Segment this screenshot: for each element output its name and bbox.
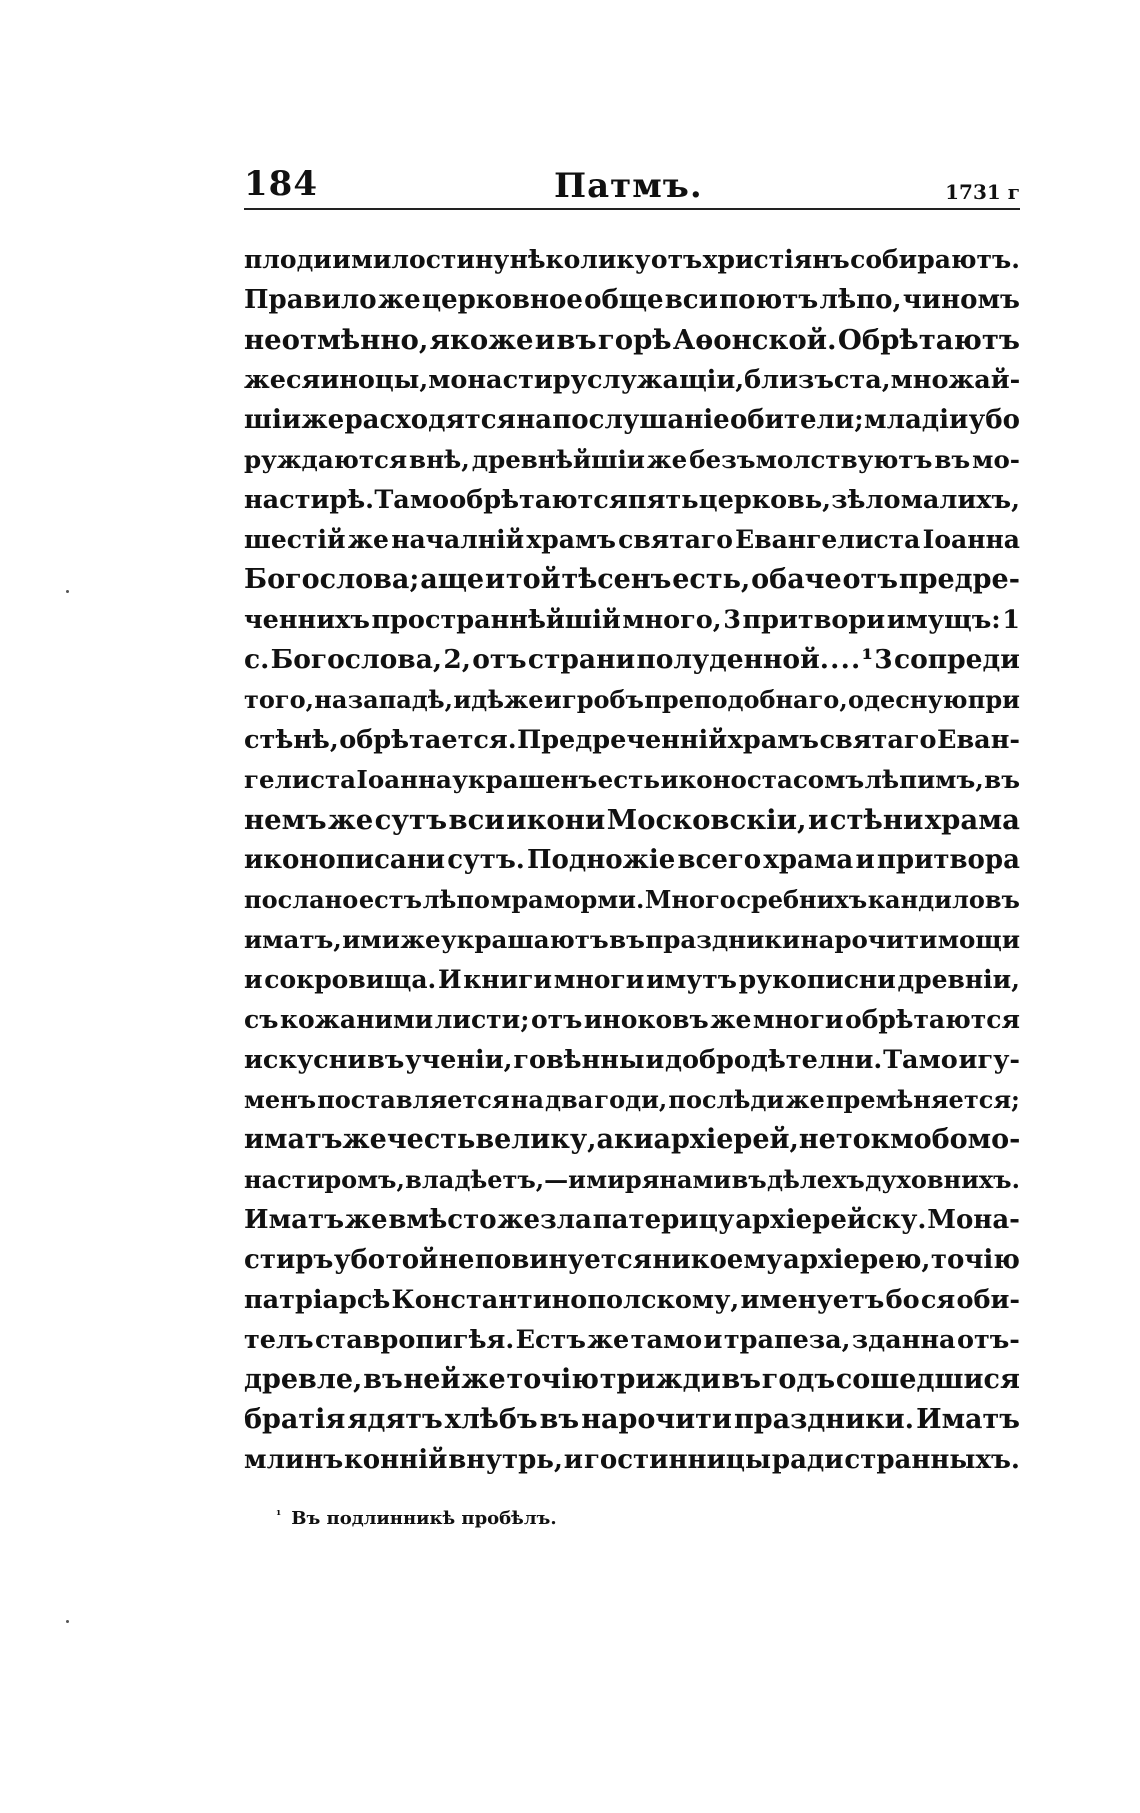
text-line: братія ядятъ хлѣбъ въ нарочити праздники. Иматъ (244, 1404, 1020, 1435)
text-line: Правило же церковное обще вси поютъ лѣпо, чиномъ (244, 285, 1020, 315)
text-line: гелиста Іоанна украшенъ есть иконостасомъ лѣпимъ, въ (244, 765, 1020, 794)
header-rule (244, 208, 1020, 210)
page-header (244, 164, 1020, 210)
text-line: патріарсѣ Константинополскому, именуетъ бо ся оби- (244, 1285, 1020, 1315)
page-number: 184 (244, 164, 318, 204)
text-line: настиромъ, владѣетъ,—и мирянами въ дѣлехъ духовнихъ. (244, 1165, 1020, 1194)
text-line: плоди и милостину нѣколику отъ христіянъ собираютъ. (244, 245, 1020, 274)
footnote (276, 1508, 776, 1529)
text-line: стиръ убо той не повинуется никоему архіерею, точію (244, 1245, 1020, 1275)
text-line: иконописани сутъ. Подножіе всего храма и притвора (244, 845, 1020, 875)
year-mark: 1731 г (945, 180, 1020, 204)
text-line: с. Богослова, 2, отъ страни полуденной. . . . ¹ 3 сопреди (244, 644, 1020, 675)
text-line: иматъ же честь велику, аки архіерей, не токмо бо мо- (244, 1124, 1021, 1155)
scan-speck (66, 590, 69, 593)
text-line: настирѣ. Тамо обрѣтаются пять церковь, зѣло малихъ, (244, 485, 1020, 515)
text-line: иматъ, ими же украшаютъ въ праздники нарочити мощи (244, 925, 1020, 954)
text-line: стѣнѣ, обрѣтается. Предреченній храмъ святаго Еван- (244, 725, 1020, 755)
text-line: Богослова; аще и той тѣсенъ есть, обаче отъ предре- (244, 564, 1020, 595)
text-line: телъ ставропигѣя. Естъ же тамо и трапеза, зданна отъ- (244, 1325, 1020, 1355)
text-line: и сокровища. И книги многи имутъ рукописни древніи, (244, 965, 1020, 994)
text-line: искусни въ ученіи, говѣнны и добродѣтелни. Тамо игу- (244, 1045, 1020, 1075)
running-title: Патмъ. (554, 166, 703, 206)
footnote-marker: ¹ (276, 1508, 282, 1522)
text-line: немъ же сутъ вси икони Московскіи, и стѣни храма (244, 804, 1020, 836)
footnote-text: Въ подлинникѣ пробѣлъ. (291, 1508, 557, 1529)
text-line: менъ поставляется на два годи, послѣди же премѣняется; (244, 1085, 1020, 1114)
text-line: млинъ конній внутрь, и гостинницы ради странныхъ. (244, 1445, 1020, 1475)
text-line: ченнихъ пространнѣйшій много, 3 притвори имущъ: 1 (244, 605, 1020, 635)
text-line: неотмѣнно, якоже и въ горѣ Аѳонской. Обрѣтаютъ (244, 324, 1020, 356)
body-text (244, 240, 1020, 1480)
text-line: жеся иноцы, монастиру служащіи, близъ ста, множай- (244, 365, 1021, 395)
text-line: Иматъ же вмѣсто жезла патерицу архіерейску. Мона- (244, 1205, 1020, 1235)
text-line: съ кожаними листи; отъ иноковъ же многи обрѣтаются (244, 1005, 1020, 1034)
text-line: послано естъ лѣпо мраморми. Много сребнихъ кандиловъ (244, 885, 1020, 914)
text-line: шестій же началній храмъ святаго Евангелиста Іоанна (244, 525, 1020, 554)
text-line: шіи же расходятся на послушаніе обители; младіи убо (244, 405, 1020, 435)
scan-speck (66, 1620, 69, 1623)
text-line: древле, въ ней же точію трижди въ годъ сошедшися (244, 1364, 1020, 1395)
text-line: того, на западѣ, идѣже и гробъ преподобнаго, одесную при (244, 685, 1020, 714)
text-line: руждаются внѣ, древнѣйшіи же безъмолствуютъ въ мо- (244, 445, 1020, 474)
